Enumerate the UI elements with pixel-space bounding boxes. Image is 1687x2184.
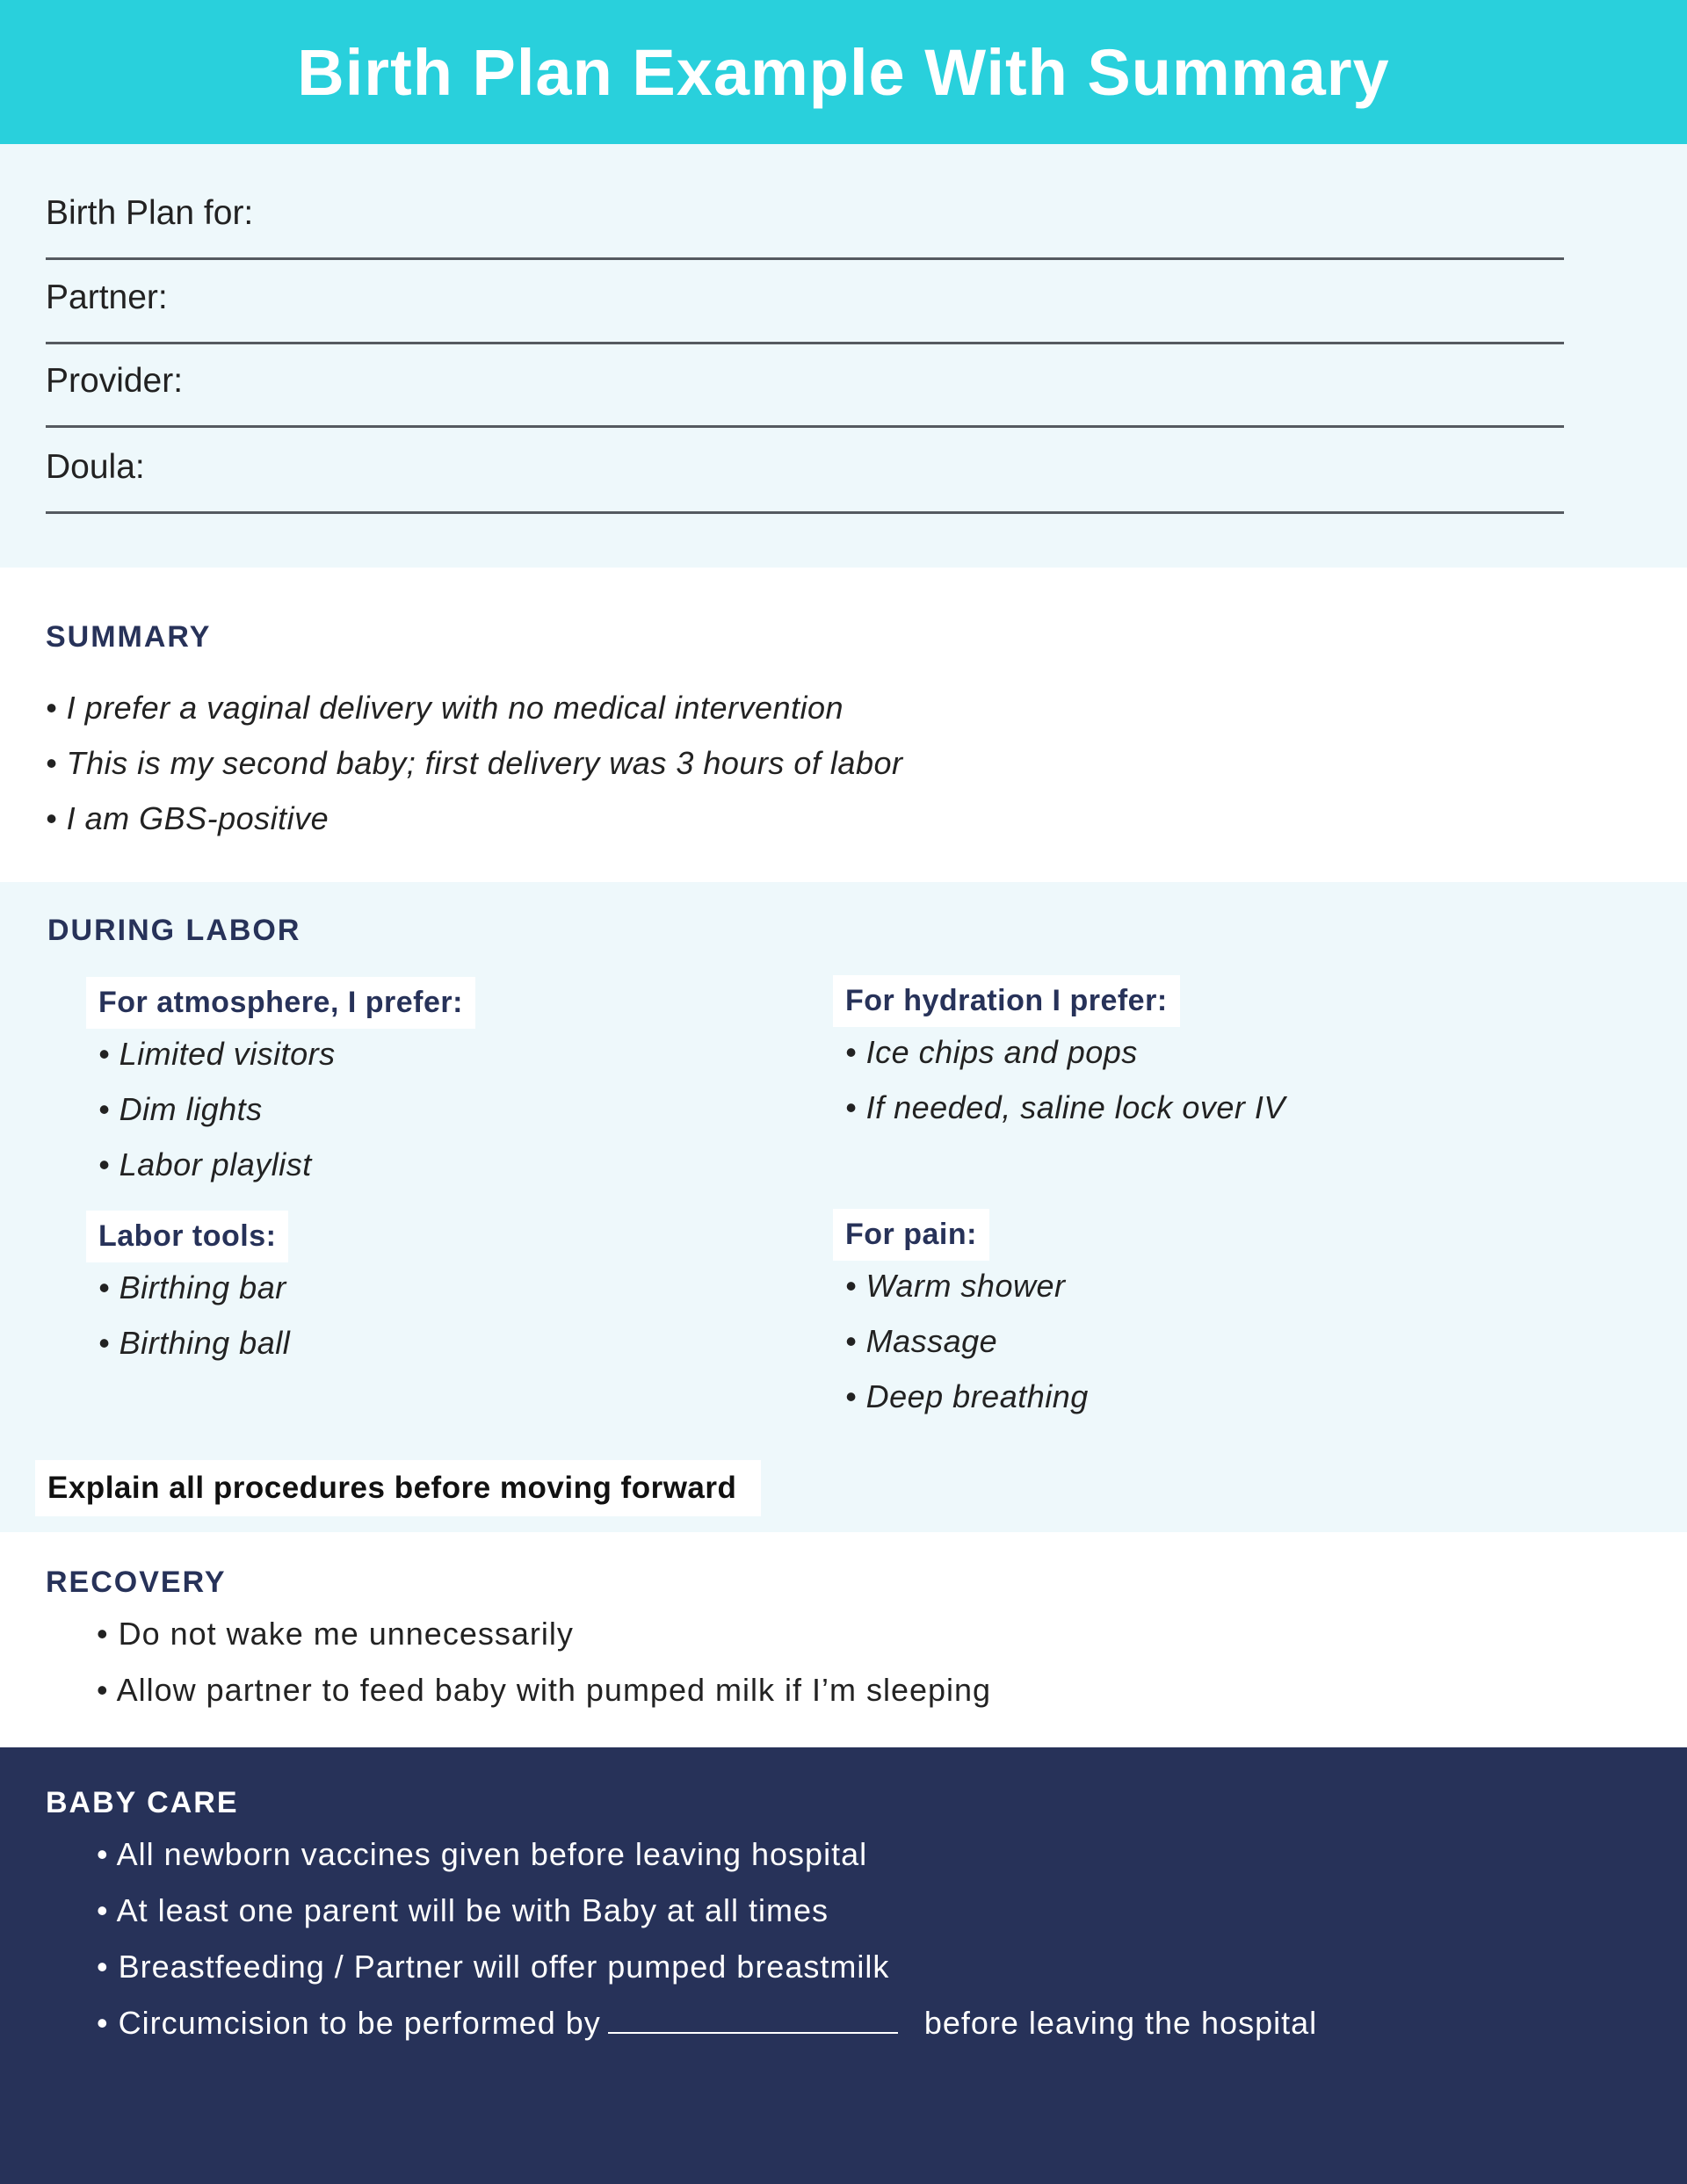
list-item: • I prefer a vaginal delivery with no medical intervention	[46, 690, 844, 726]
labor-tools-heading: Labor tools:	[86, 1211, 288, 1262]
list-item: • At least one parent will be with Baby at all times	[97, 1892, 829, 1928]
pain-list	[845, 1258, 1089, 1424]
baby-care-section	[0, 1747, 1687, 2184]
list-item: • All newborn vaccines given before leaving hospital	[97, 1836, 868, 1872]
list-item: • If needed, saline lock over IV	[845, 1089, 1285, 1125]
info-fields-section	[0, 144, 1687, 568]
list-item: • Deep breathing	[845, 1378, 1089, 1414]
list-item: • Birthing bar	[98, 1269, 286, 1305]
baby-care-heading: BABY CARE	[46, 1786, 239, 1819]
during-labor-section	[0, 882, 1687, 1532]
recovery-heading: RECOVERY	[46, 1566, 227, 1599]
list-item: • Ice chips and pops	[845, 1034, 1138, 1070]
list-item: • Massage	[845, 1323, 998, 1359]
partner-field[interactable]: Partner:	[46, 278, 1564, 344]
summary-section	[0, 568, 1687, 882]
page-title: Birth Plan Example With Summary	[297, 35, 1390, 109]
list-item: • Limited visitors	[98, 1036, 336, 1072]
list-item: • Allow partner to feed baby with pumped milk if I’m sleeping	[97, 1672, 992, 1708]
pain-heading: For pain:	[833, 1209, 989, 1261]
doula-field[interactable]: Doula:	[46, 448, 1564, 514]
list-item-circumcision	[97, 1995, 1317, 2051]
atmosphere-heading: For atmosphere, I prefer:	[86, 977, 475, 1029]
list-item: • Dim lights	[98, 1091, 263, 1127]
recovery-section	[0, 1532, 1687, 1747]
circumcision-text-end: before leaving the hospital	[923, 2005, 1318, 2041]
during-labor-heading: DURING LABOR	[47, 914, 301, 947]
list-item: • Do not wake me unnecessarily	[97, 1616, 574, 1652]
header-banner	[0, 0, 1687, 144]
baby-care-list	[97, 1826, 1317, 2051]
hydration-heading: For hydration I prefer:	[833, 975, 1180, 1027]
circumcision-blank-line[interactable]	[608, 1997, 898, 2034]
list-item: • I am GBS-positive	[46, 800, 329, 836]
list-item: • Labor playlist	[98, 1146, 312, 1182]
circumcision-text: • Circumcision to be performed by	[97, 2005, 601, 2041]
provider-field[interactable]: Provider:	[46, 362, 1564, 428]
summary-list	[46, 680, 902, 846]
list-item: • Birthing ball	[98, 1325, 291, 1361]
list-item: • This is my second baby; first delivery was 3 hours of labor	[46, 745, 903, 781]
list-item: • Warm shower	[845, 1268, 1066, 1304]
labor-tools-list	[98, 1260, 290, 1370]
birth-plan-for-field[interactable]: Birth Plan for:	[46, 194, 1564, 260]
list-item: • Breastfeeding / Partner will offer pumped breastmilk	[97, 1949, 890, 1985]
explain-procedures-note: Explain all procedures before moving forward	[35, 1460, 761, 1516]
summary-heading: SUMMARY	[46, 620, 212, 654]
hydration-list	[845, 1024, 1285, 1135]
atmosphere-list	[98, 1026, 336, 1192]
recovery-list	[97, 1606, 991, 1718]
